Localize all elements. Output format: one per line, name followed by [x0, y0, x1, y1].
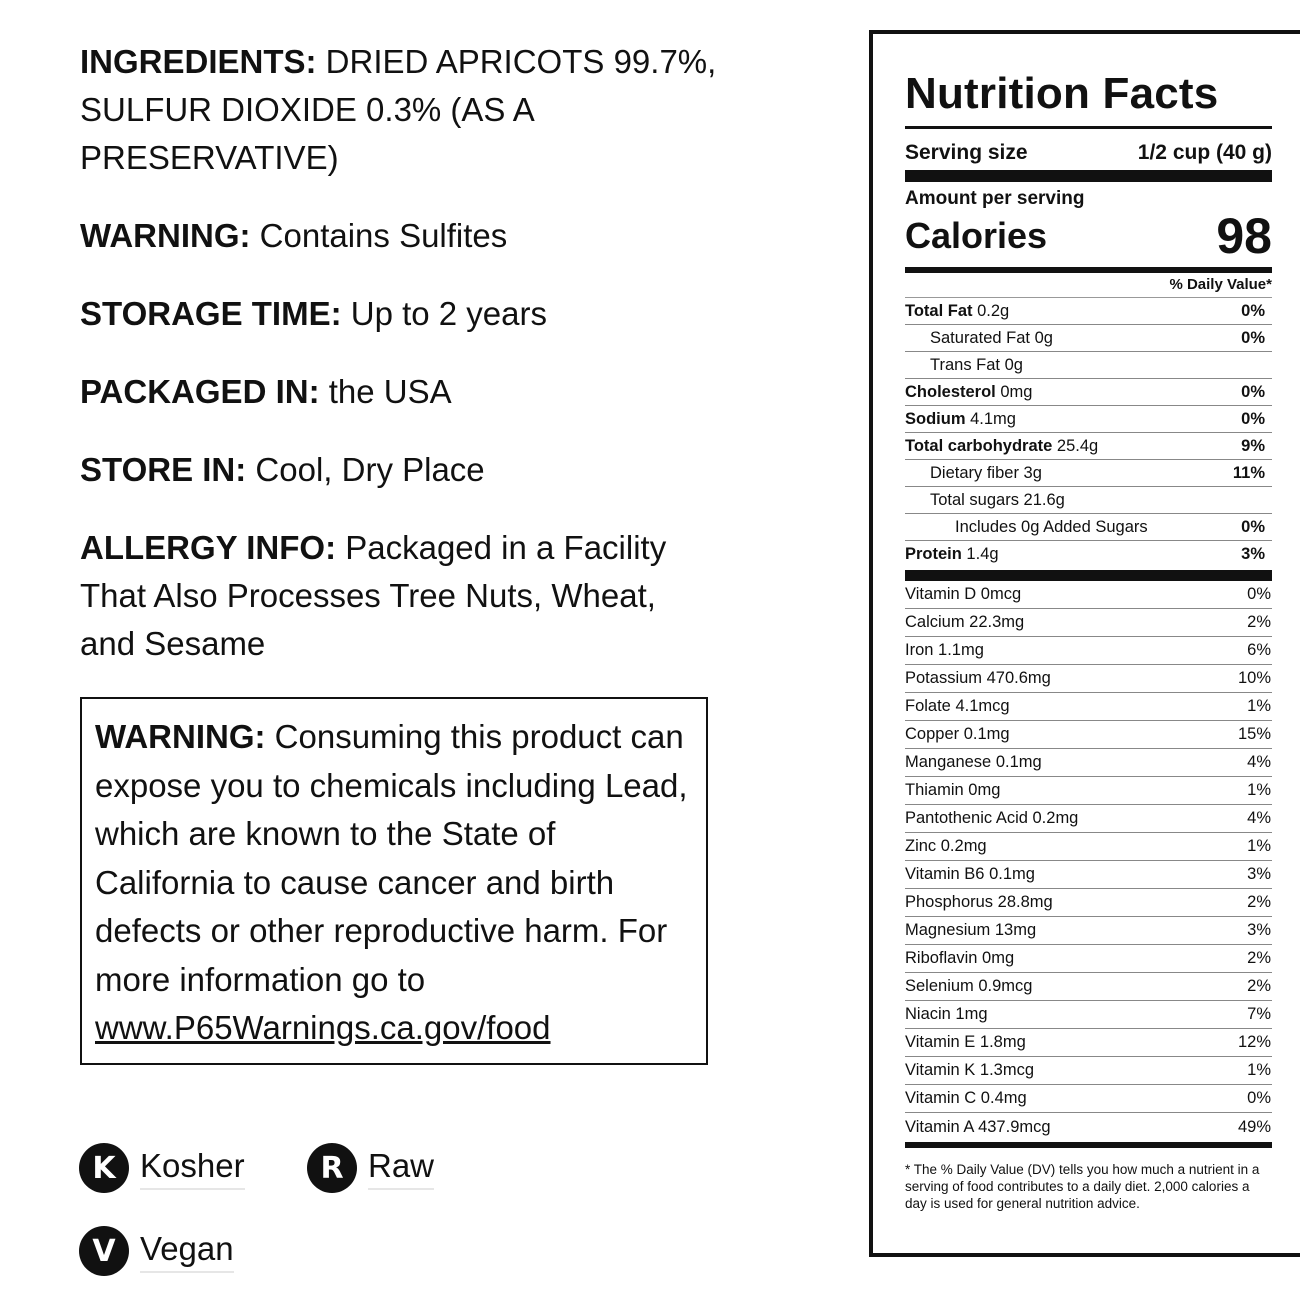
store-in-label: STORE IN: — [80, 451, 247, 488]
vitamin-name: Calcium 22.3mg — [905, 613, 1025, 631]
divider — [905, 267, 1272, 273]
vitamin-daily-value: 10% — [1237, 669, 1271, 687]
vitamin-row — [905, 805, 1272, 833]
allergy-value: Packaged in a Facility That Also Processes Tree Nuts, Wheat, and Sesame — [80, 529, 667, 662]
nutrient-label: Total Fat — [905, 301, 973, 320]
daily-value-header: % Daily Value* — [905, 275, 1272, 298]
store-in-value: Cool, Dry Place — [246, 451, 485, 488]
nutrient-row — [905, 406, 1272, 433]
nutrient-row — [905, 460, 1272, 487]
nutrient-row — [905, 325, 1272, 352]
vitamin-name: Vitamin A 437.9mcg — [905, 1117, 1051, 1136]
vitamin-daily-value: 1% — [1247, 781, 1271, 799]
vitamin-daily-value: 2% — [1247, 893, 1271, 911]
prop65-warning-label: WARNING: — [95, 718, 266, 755]
vitamin-name: Vitamin D 0mcg — [905, 585, 1022, 603]
vitamin-name: Iron 1.1mg — [905, 641, 984, 659]
vitamin-row — [905, 777, 1272, 805]
amount-per-serving: Amount per serving — [905, 188, 1085, 209]
calories-row — [905, 208, 1272, 264]
vitamin-daily-value: 49% — [1237, 1117, 1271, 1136]
nutrient-amount: 0.2g — [972, 301, 1010, 320]
nutrient-name — [905, 329, 1053, 348]
nutrient-daily-value: 0% — [1241, 409, 1265, 428]
vitamin-daily-value: 4% — [1247, 809, 1271, 827]
nutrient-amount: 0mg — [995, 382, 1033, 401]
serving-size-value: 1/2 cup (40 g) — [1137, 141, 1272, 164]
nutrient-name — [905, 464, 1042, 483]
vitamin-name: Vitamin E 1.8mg — [905, 1033, 1026, 1051]
warning-value: Contains Sulfites — [250, 217, 508, 254]
vitamin-row — [905, 749, 1272, 777]
nutrient-name — [905, 545, 999, 564]
nutrition-facts-panel — [869, 30, 1300, 1257]
vitamin-list — [905, 581, 1272, 1141]
vitamin-daily-value: 6% — [1247, 641, 1271, 659]
nutrient-amount: 4.1mg — [965, 409, 1016, 428]
allergy-label: ALLERGY INFO: — [80, 529, 337, 566]
vegan-icon: V — [79, 1226, 129, 1276]
vitamin-row — [905, 1057, 1272, 1085]
ingredients-value: DRIED APRICOTS 99.7%, SULFUR DIOXIDE 0.3% (AS A PRESERVATIVE) — [80, 43, 717, 176]
vitamin-daily-value: 12% — [1237, 1033, 1271, 1051]
nutrient-daily-value: 3% — [1241, 545, 1265, 563]
vitamin-daily-value: 3% — [1247, 865, 1271, 883]
nutrient-label: Sodium — [905, 409, 966, 428]
vitamin-name: Vitamin K 1.3mcg — [905, 1061, 1035, 1079]
vitamin-name: Copper 0.1mg — [905, 725, 1010, 743]
vitamin-row — [905, 1029, 1272, 1057]
vitamin-row — [905, 609, 1272, 637]
vitamin-daily-value: 0% — [1247, 1089, 1271, 1107]
nutrient-daily-value: 0% — [1241, 382, 1265, 401]
nutrient-name — [905, 518, 1148, 537]
raw-icon: R — [307, 1143, 357, 1193]
calories-value: 98 — [1216, 208, 1272, 264]
storage-time — [80, 290, 720, 338]
vitamin-row — [905, 721, 1272, 749]
vitamin-daily-value: 3% — [1247, 921, 1271, 939]
raw-badge — [307, 1143, 434, 1193]
nutrient-amount: 21.6g — [1018, 490, 1065, 509]
nutrient-row — [905, 514, 1272, 541]
nutrient-row — [905, 487, 1272, 514]
vitamin-daily-value: 1% — [1247, 1061, 1271, 1079]
vitamin-name: Phosphorus 28.8mg — [905, 893, 1053, 911]
vitamin-row — [905, 665, 1272, 693]
nutrient-name — [905, 491, 1065, 510]
divider — [905, 1142, 1272, 1148]
product-info — [80, 38, 720, 668]
nutrient-label: Dietary fiber — [930, 463, 1019, 482]
vitamin-name: Niacin 1mg — [905, 1005, 988, 1023]
vitamin-name: Vitamin C 0.4mg — [905, 1089, 1027, 1107]
packaged-in — [80, 368, 720, 416]
vitamin-daily-value: 0% — [1247, 585, 1271, 603]
vitamin-daily-value: 15% — [1237, 725, 1271, 743]
vitamin-row — [905, 637, 1272, 665]
nutrient-name — [905, 356, 1023, 375]
storage-time-value: Up to 2 years — [341, 295, 548, 332]
nutrient-label: Cholesterol — [905, 382, 996, 401]
raw-label: Raw — [368, 1146, 434, 1190]
kosher-label: Kosher — [140, 1146, 245, 1190]
nutrition-facts-title: Nutrition Facts — [905, 69, 1219, 118]
nutrient-row — [905, 298, 1272, 325]
nutrient-name — [905, 383, 1032, 402]
divider — [905, 126, 1272, 129]
prop65-warning-text: Consuming this product can expose you to chemicals including Lead, which are known to the State of California to cause cancer and birth defects or other reproductive harm. For more information go to — [95, 718, 688, 998]
vitamin-daily-value: 4% — [1247, 753, 1271, 771]
nutrient-row — [905, 352, 1272, 379]
nutrient-label: Total sugars — [930, 490, 1019, 509]
vitamin-daily-value: 2% — [1247, 977, 1271, 995]
vitamin-row — [905, 945, 1272, 973]
vitamin-name: Pantothenic Acid 0.2mg — [905, 809, 1079, 827]
allergy-info — [80, 524, 720, 668]
vitamin-name: Manganese 0.1mg — [905, 753, 1042, 771]
vitamin-row — [905, 861, 1272, 889]
nutrient-name — [905, 302, 1009, 321]
nutrient-label: Trans Fat — [930, 355, 1000, 374]
vitamin-name: Magnesium 13mg — [905, 921, 1037, 939]
vitamin-name: Zinc 0.2mg — [905, 837, 987, 855]
vitamin-row — [905, 1113, 1272, 1141]
p65-warnings-link[interactable]: www.P65Warnings.ca.gov/food — [95, 1009, 551, 1046]
nutrient-label: Includes 0g Added Sugars — [955, 517, 1148, 536]
vegan-badge — [79, 1226, 234, 1276]
prop65-warning-box — [80, 697, 708, 1065]
serving-size-row — [905, 140, 1272, 166]
vitamin-daily-value: 7% — [1247, 1005, 1271, 1023]
ingredients-text — [80, 38, 720, 182]
store-in — [80, 446, 720, 494]
nutrient-name — [905, 437, 1098, 456]
vegan-label: Vegan — [140, 1229, 234, 1273]
calories-label: Calories — [905, 215, 1048, 256]
daily-value-footnote: * The % Daily Value (DV) tells you how much a nutrient in a serving of food contributes to a daily diet. 2,000 calories a day is used for general nutrition advice. — [905, 1162, 1260, 1211]
nutrient-amount: 0g — [1029, 328, 1053, 347]
storage-time-label: STORAGE TIME: — [80, 295, 342, 332]
nutrient-daily-value: 0% — [1241, 517, 1265, 536]
nutrient-label: Saturated Fat — [930, 328, 1030, 347]
vitamin-name: Potassium 470.6mg — [905, 669, 1051, 687]
vitamin-name: Thiamin 0mg — [905, 781, 1001, 799]
divider — [905, 170, 1272, 182]
nutrient-daily-value: 0% — [1241, 328, 1265, 347]
vitamin-name: Vitamin B6 0.1mg — [905, 865, 1035, 883]
packaged-in-label: PACKAGED IN: — [80, 373, 320, 410]
vitamin-row — [905, 973, 1272, 1001]
nutrient-daily-value: 0% — [1241, 301, 1265, 320]
vitamin-daily-value: 2% — [1247, 949, 1271, 967]
nutrient-list — [905, 298, 1272, 568]
kosher-icon: K — [79, 1143, 129, 1193]
nutrient-name — [905, 410, 1016, 429]
nutrient-row — [905, 541, 1272, 568]
vitamin-row — [905, 833, 1272, 861]
packaged-in-value: the USA — [319, 373, 452, 410]
nutrient-amount: 25.4g — [1052, 436, 1099, 455]
serving-size-label: Serving size — [905, 141, 1028, 164]
vitamin-row — [905, 1085, 1272, 1113]
vitamin-name: Folate 4.1mcg — [905, 697, 1010, 715]
nutrient-row — [905, 433, 1272, 460]
nutrient-label: Protein — [905, 545, 962, 563]
vitamin-row — [905, 581, 1272, 609]
ingredients-label: INGREDIENTS: — [80, 43, 317, 80]
vitamin-daily-value: 1% — [1247, 837, 1271, 855]
vitamin-row — [905, 889, 1272, 917]
vitamin-daily-value: 2% — [1247, 613, 1271, 631]
vitamin-daily-value: 1% — [1247, 697, 1271, 715]
nutrient-daily-value: 11% — [1232, 463, 1265, 482]
nutrient-amount: 1.4g — [961, 545, 999, 563]
kosher-badge — [79, 1143, 245, 1193]
vitamin-row — [905, 1001, 1272, 1029]
sulfite-warning — [80, 212, 720, 260]
nutrient-row — [905, 379, 1272, 406]
vitamin-row — [905, 917, 1272, 945]
nutrient-amount: 3g — [1018, 463, 1042, 482]
nutrient-label: Total carbohydrate — [905, 436, 1053, 455]
nutrient-amount: 0g — [1000, 355, 1023, 374]
vitamin-row — [905, 693, 1272, 721]
divider — [905, 570, 1272, 581]
nutrient-daily-value: 9% — [1241, 436, 1265, 455]
vitamin-name: Selenium 0.9mcg — [905, 977, 1033, 995]
warning-label: WARNING: — [80, 217, 251, 254]
vitamin-name: Riboflavin 0mg — [905, 949, 1015, 967]
